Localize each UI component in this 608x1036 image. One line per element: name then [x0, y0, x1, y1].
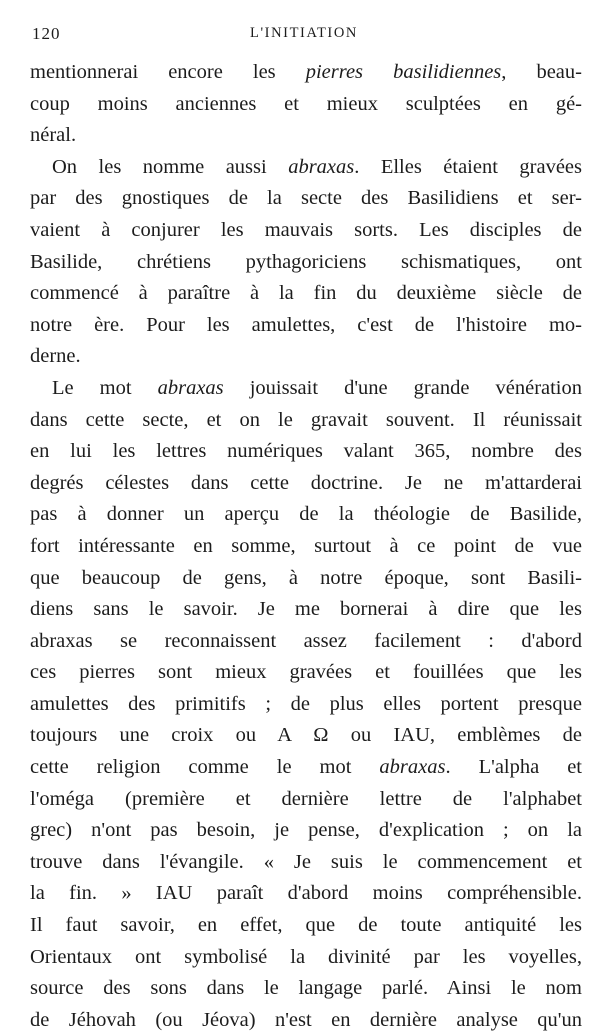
text-segment: Orientaux ont symbolisé la divinité par les voyelles, — [30, 945, 582, 968]
text-line — [30, 215, 582, 247]
text-line — [30, 878, 582, 910]
text-line — [30, 499, 582, 531]
page-number: 120 — [32, 24, 61, 43]
text-segment: vaient à conjurer les mauvais sorts. Les disciples de — [30, 218, 582, 241]
text-line — [30, 720, 582, 752]
text-segment: la fin. » IAU paraît d'abord moins compréhensible. — [30, 882, 582, 905]
text-segment: diens sans le savoir. Je me bornerai à dire que les — [30, 598, 582, 621]
text-line — [30, 373, 582, 405]
text-line — [30, 815, 582, 847]
text-segment: fort intéressante en somme, surtout à ce point de vue — [30, 534, 582, 557]
text-line — [30, 626, 582, 658]
text-line — [30, 784, 582, 816]
italic-text: abraxas — [288, 155, 355, 178]
text-line — [30, 468, 582, 500]
text-line — [30, 120, 582, 152]
text-segment: ces pierres sont mieux gravées et fouillées que les — [30, 661, 582, 684]
text-segment: grec) n'ont pas besoin, je pense, d'explication ; on la — [30, 819, 582, 842]
text-line — [30, 942, 582, 974]
text-line — [30, 247, 582, 279]
text-line — [30, 57, 582, 89]
text-segment: amulettes des primitifs ; de plus elles portent presque — [30, 692, 582, 715]
text-segment: en lui les lettres numériques valant 365, nombre des — [30, 440, 582, 463]
text-segment: l'oméga (première et dernière lettre de l'alphabet — [30, 787, 582, 810]
text-segment: On les nomme aussi — [52, 155, 289, 178]
italic-text: abraxas — [157, 376, 224, 399]
text-line — [30, 563, 582, 595]
text-segment: abraxas se reconnaissent assez facilement : d'abord — [30, 629, 582, 652]
text-line — [30, 152, 582, 184]
text-segment: source des sons dans le langage parlé. Ainsi le nom — [30, 977, 582, 1000]
text-line — [30, 278, 582, 310]
text-segment: néral. — [30, 124, 77, 147]
text-segment: pas à donner un aperçu de la théologie de Basilide, — [30, 503, 582, 526]
text-line — [30, 847, 582, 879]
text-segment: derne. — [30, 345, 81, 368]
text-segment: degrés célestes dans cette doctrine. Je ne m'attarderai — [30, 471, 582, 494]
italic-text: pierres basilidiennes — [305, 61, 502, 83]
text-segment: mentionnerai encore les — [30, 61, 306, 83]
text-segment: cette religion comme le mot — [30, 756, 380, 779]
text-line — [30, 183, 582, 215]
text-segment: Basilide, chrétiens pythagoriciens schismatiques, ont — [30, 250, 582, 273]
text-line — [30, 752, 582, 784]
body-text — [30, 57, 582, 1036]
text-segment: de Jéhovah (ou Jéova) n'est en dernière analyse qu'un — [30, 1008, 582, 1031]
text-segment: commencé à paraître à la fin du deuxième siècle de — [30, 282, 582, 305]
text-line — [30, 1005, 582, 1036]
text-line — [30, 531, 582, 563]
text-line — [30, 341, 582, 373]
text-segment: coup moins anciennes et mieux sculptées en gé- — [30, 92, 582, 115]
text-line — [30, 973, 582, 1005]
text-segment: jouissait d'une grande vénération — [223, 376, 582, 399]
text-segment: notre ère. Pour les amulettes, c'est de l'histoire mo- — [30, 313, 582, 336]
italic-text: abraxas — [379, 756, 446, 779]
text-segment: toujours une croix ou A Ω ou IAU, emblèmes de — [30, 724, 582, 747]
text-line — [30, 594, 582, 626]
text-line — [30, 405, 582, 437]
text-segment: que beaucoup de gens, à notre époque, sont Basili- — [30, 566, 582, 589]
running-head — [24, 20, 584, 46]
text-line — [30, 910, 582, 942]
text-line — [30, 310, 582, 342]
text-segment: . Elles étaient gravées — [354, 155, 582, 178]
text-line — [30, 89, 582, 121]
text-line — [30, 436, 582, 468]
text-segment: trouve dans l'évangile. « Je suis le commencement et — [30, 850, 582, 873]
running-title: L'INITIATION — [250, 25, 358, 41]
text-segment: Il faut savoir, en effet, que de toute antiquité les — [30, 914, 582, 937]
text-segment: . L'alpha et — [445, 756, 582, 779]
text-segment: , beau- — [501, 61, 582, 83]
text-segment: dans cette secte, et on le gravait souvent. Il réunissait — [30, 408, 582, 431]
text-line — [30, 657, 582, 689]
text-segment: par des gnostiques de la secte des Basilidiens et ser- — [30, 187, 582, 210]
text-line — [30, 689, 582, 721]
text-segment: Le mot — [52, 376, 158, 399]
